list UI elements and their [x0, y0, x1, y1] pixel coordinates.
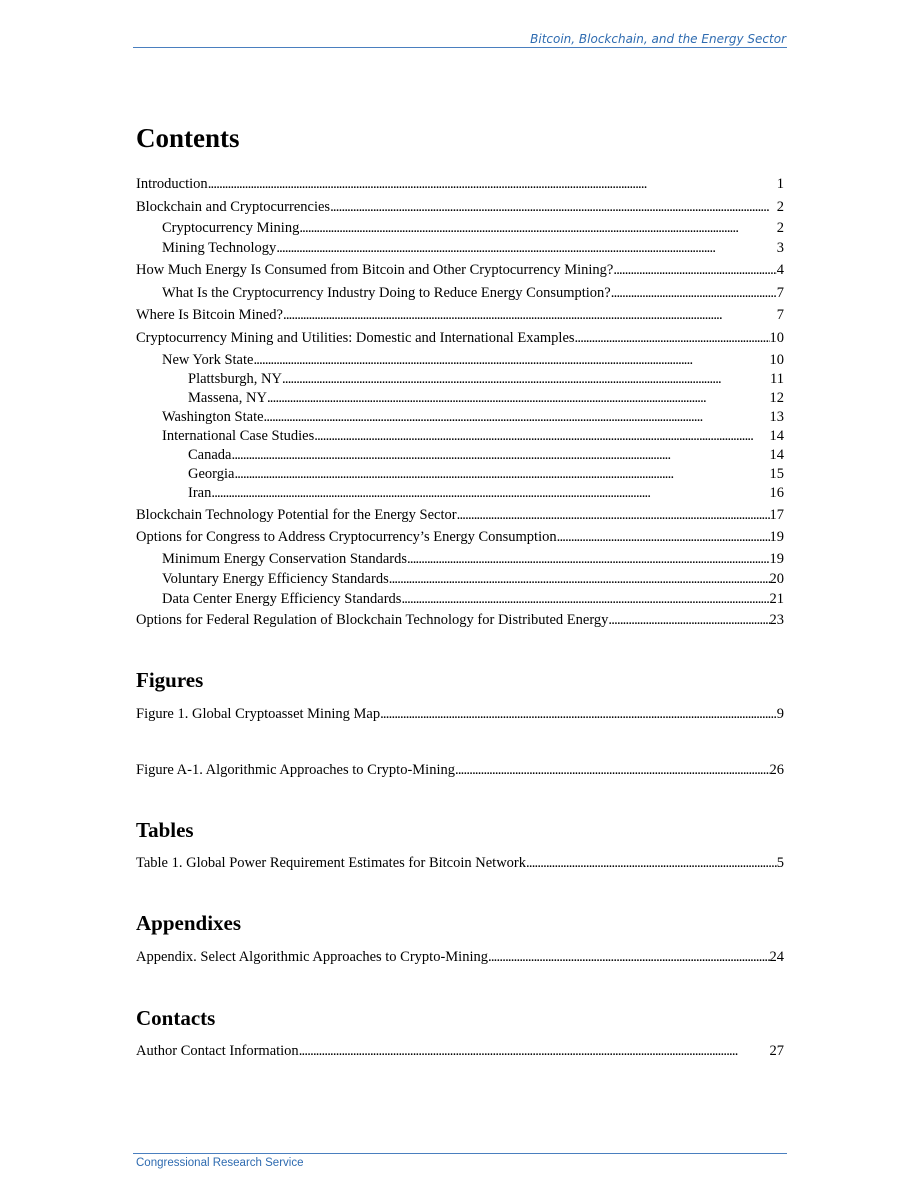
toc-entry-page: 16 — [769, 485, 784, 501]
dot-leader — [608, 611, 769, 629]
dot-leader — [234, 465, 769, 483]
toc-entry-page: 1 — [776, 176, 784, 192]
toc-entry-page: 14 — [769, 428, 784, 444]
contents-heading: Contents — [136, 123, 240, 153]
toc-entry-page: 15 — [769, 466, 784, 482]
dot-leader — [208, 175, 777, 193]
dot-leader — [299, 219, 776, 237]
toc-entry-minimum-standards[interactable] — [162, 550, 784, 568]
toc-entry-label: Blockchain Technology Potential for the Energy Sector — [136, 507, 457, 523]
dot-leader — [283, 306, 777, 324]
dot-leader — [276, 239, 776, 257]
toc-entry-page: 20 — [769, 571, 784, 587]
appendixes-heading: Appendixes — [136, 911, 242, 935]
toc-entry-page: 14 — [769, 447, 784, 463]
toc-entry-page: 10 — [769, 352, 784, 368]
toc-entry-introduction[interactable] — [136, 175, 784, 193]
toc-entry-plattsburgh[interactable] — [188, 370, 784, 388]
toc-entry-label: Author Contact Information — [136, 1043, 299, 1059]
toc-entry-blockchain-and-cryptocurrencies[interactable] — [136, 198, 784, 216]
toc-entry-page: 2 — [776, 220, 784, 236]
toc-entry-page: 24 — [769, 949, 784, 965]
toc-entry-label: Blockchain and Cryptocurrencies — [136, 199, 331, 215]
toc-entry-figure-1[interactable] — [136, 705, 784, 723]
toc-entry-page: 5 — [776, 855, 784, 871]
running-header-title: Bitcoin, Blockchain, and the Energy Sector — [530, 32, 786, 46]
dot-leader — [314, 427, 769, 445]
toc-entry-page: 7 — [776, 285, 784, 301]
dot-leader — [611, 284, 777, 302]
toc-entry-georgia[interactable] — [188, 465, 784, 483]
toc-entry-label: Appendix. Select Algorithmic Approaches to Crypto-Mining — [136, 949, 488, 965]
toc-entry-mining-and-utilities[interactable] — [136, 329, 784, 347]
toc-entry-washington-state[interactable] — [162, 408, 784, 426]
toc-entry-where-is-bitcoin-mined[interactable] — [136, 306, 784, 324]
toc-entry-page: 27 — [769, 1043, 784, 1059]
toc-entry-label: Massena, NY — [188, 390, 267, 406]
toc-entry-label: Cryptocurrency Mining — [162, 220, 300, 236]
toc-entry-federal-regulation[interactable] — [136, 611, 784, 629]
toc-entry-label: Introduction — [136, 176, 208, 192]
toc-entry-canada[interactable] — [188, 446, 784, 464]
toc-entry-energy-consumed[interactable] — [136, 261, 784, 279]
toc-entry-label: Table 1. Global Power Requirement Estimates for Bitcoin Network — [136, 855, 526, 871]
toc-entry-page: 13 — [769, 409, 784, 425]
toc-entry-label: What Is the Cryptocurrency Industry Doing to Reduce Energy Consumption? — [162, 285, 611, 301]
toc-entry-label: Cryptocurrency Mining and Utilities: Domestic and International Examples — [136, 330, 575, 346]
dot-leader — [389, 570, 770, 588]
toc-entry-cryptocurrency-mining[interactable] — [162, 219, 784, 237]
dot-leader — [299, 1042, 770, 1060]
toc-entry-industry-reduce-energy[interactable] — [162, 284, 784, 302]
footer-divider — [133, 1153, 787, 1154]
toc-entry-label: Voluntary Energy Efficiency Standards — [162, 571, 389, 587]
contacts-heading: Contacts — [136, 1006, 216, 1030]
toc-entry-options-for-congress[interactable] — [136, 528, 784, 546]
toc-entry-page: 7 — [776, 307, 784, 323]
dot-leader — [380, 705, 777, 723]
toc-entry-label: Options for Federal Regulation of Blockchain Technology for Distributed Energy — [136, 612, 609, 628]
dot-leader — [401, 590, 769, 608]
toc-entry-page: 10 — [769, 330, 784, 346]
tables-heading: Tables — [136, 818, 194, 842]
footer-organization: Congressional Research Service — [136, 1157, 304, 1169]
toc-entry-page: 21 — [769, 591, 784, 607]
toc-entry-label: Options for Congress to Address Cryptocurrency’s Energy Consumption — [136, 529, 557, 545]
toc-entry-page: 2 — [776, 199, 784, 215]
toc-entry-blockchain-potential[interactable] — [136, 506, 784, 524]
toc-entry-figure-a1[interactable] — [136, 761, 784, 779]
toc-entry-label: Figure 1. Global Cryptoasset Mining Map — [136, 706, 381, 722]
toc-entry-new-york-state[interactable] — [162, 351, 784, 369]
toc-entry-label: Where Is Bitcoin Mined? — [136, 307, 283, 323]
toc-entry-label: International Case Studies — [162, 428, 315, 444]
toc-entry-iran[interactable] — [188, 484, 784, 502]
toc-entry-label: How Much Energy Is Consumed from Bitcoin and Other Cryptocurrency Mining? — [136, 262, 614, 278]
figures-heading: Figures — [136, 668, 204, 692]
toc-entry-page: 26 — [769, 762, 784, 778]
dot-leader — [575, 329, 770, 347]
dot-leader — [613, 261, 776, 279]
toc-entry-page: 12 — [769, 390, 784, 406]
toc-entry-label: Canada — [188, 447, 232, 463]
dot-leader — [211, 484, 769, 502]
toc-entry-page: 19 — [769, 551, 784, 567]
toc-entry-data-center-standards[interactable] — [162, 590, 784, 608]
dot-leader — [330, 198, 777, 216]
toc-entry-appendix[interactable] — [136, 948, 784, 966]
toc-entry-page: 17 — [769, 507, 784, 523]
toc-entry-voluntary-standards[interactable] — [162, 570, 784, 588]
toc-entry-label: Washington State — [162, 409, 264, 425]
toc-entry-label: Georgia — [188, 466, 235, 482]
dot-leader — [267, 389, 770, 407]
dot-leader — [457, 506, 770, 524]
toc-entry-page: 11 — [770, 371, 784, 387]
toc-entry-label: Plattsburgh, NY — [188, 371, 282, 387]
toc-entry-label: Data Center Energy Efficiency Standards — [162, 591, 402, 607]
toc-entry-page: 23 — [769, 612, 784, 628]
toc-entry-page: 9 — [776, 706, 784, 722]
dot-leader — [231, 446, 769, 464]
toc-entry-label: Minimum Energy Conservation Standards — [162, 551, 407, 567]
toc-entry-label: Figure A-1. Algorithmic Approaches to Crypto-Mining — [136, 762, 455, 778]
toc-entry-page: 4 — [776, 262, 784, 278]
toc-entry-page: 3 — [776, 240, 784, 256]
dot-leader — [407, 550, 770, 568]
dot-leader — [282, 370, 770, 388]
toc-entry-page: 19 — [769, 529, 784, 545]
dot-leader — [488, 948, 770, 966]
toc-entry-label: New York State — [162, 352, 254, 368]
dot-leader — [557, 528, 770, 546]
toc-entry-international-case-studies[interactable] — [162, 427, 784, 445]
toc-entry-table-1[interactable] — [136, 854, 784, 872]
dot-leader — [253, 351, 769, 369]
toc-entry-massena[interactable] — [188, 389, 784, 407]
toc-entry-label: Mining Technology — [162, 240, 277, 256]
header-divider — [133, 47, 787, 48]
dot-leader — [526, 854, 777, 872]
toc-entry-author-contact[interactable] — [136, 1042, 784, 1060]
dot-leader — [264, 408, 770, 426]
dot-leader — [455, 761, 770, 779]
toc-entry-label: Iran — [188, 485, 212, 501]
toc-entry-mining-technology[interactable] — [162, 239, 784, 257]
